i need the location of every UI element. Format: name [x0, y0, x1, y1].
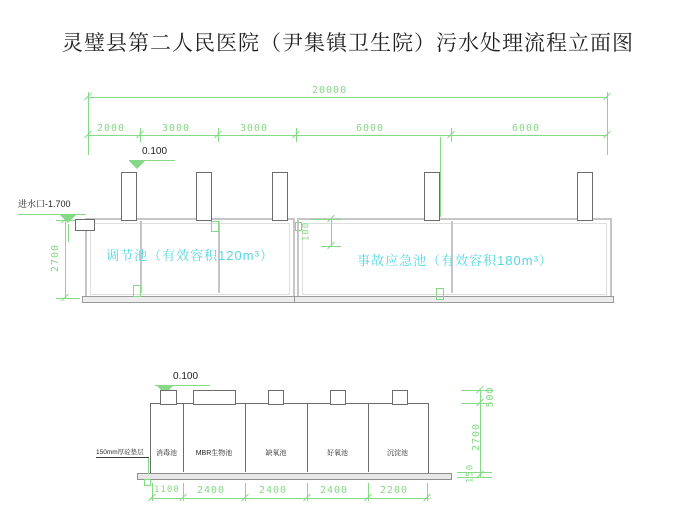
column [577, 172, 593, 221]
dim-ext [56, 298, 80, 299]
dim-label-height: 2700 [50, 243, 61, 273]
equipment-partition [368, 404, 369, 472]
base-note-label: 150mm厚砼垫层 [96, 449, 144, 456]
equipment-partition [183, 404, 184, 472]
dim-label-bottom: 1100 [154, 485, 180, 495]
dim-ext [311, 219, 341, 220]
elevation-triangle-icon [129, 161, 145, 169]
dim-line-segments [88, 135, 607, 136]
hatch-stub [268, 390, 284, 405]
regulation-tank-label: 调节池（有效容积120m³） [106, 248, 274, 263]
extension-line-left [88, 92, 89, 155]
dim-label-right: 150 [465, 463, 476, 484]
hatch-stub [193, 390, 236, 405]
dim-label-bottom: 2400 [259, 485, 288, 496]
hatch-stub [330, 390, 346, 405]
dim-label-bottom: 2200 [380, 485, 409, 496]
pipe-opening-marker [133, 285, 141, 297]
equipment-base-slab [137, 473, 452, 480]
column [196, 172, 212, 221]
note-leader-line [148, 458, 149, 474]
dim-boundary [152, 483, 153, 501]
compartment-label: 好氧池 [327, 450, 348, 457]
pipe-opening-marker [144, 479, 151, 486]
equipment-partition [245, 404, 246, 472]
dim-boundary [427, 483, 428, 501]
dim-line-height [65, 220, 66, 298]
drawing-title: 灵璧县第二人民医院（尹集镇卫生院）污水处理流程立面图 [62, 31, 634, 55]
dim-label-freeboard: 100 [301, 221, 312, 242]
dim-label-bottom: 2400 [320, 485, 349, 496]
elevation-label-lower: 0.100 [173, 371, 199, 382]
inlet-pipe [75, 219, 95, 231]
dim-label-segment: 6000 [356, 123, 385, 134]
dim-label-segment: 6000 [512, 123, 541, 134]
dim-label-bottom: 2400 [197, 485, 226, 496]
dim-label-total: 20000 [312, 85, 348, 96]
dim-label-segment: 3000 [162, 123, 191, 134]
elevation-label-upper: 0.100 [142, 146, 168, 157]
extension-line-mid [440, 137, 441, 217]
dim-boundary [368, 483, 369, 501]
dim-label-right: 500 [485, 386, 496, 408]
equipment-partition [307, 404, 308, 472]
tank-base-slab [82, 296, 296, 303]
hatch-stub [160, 390, 177, 405]
pipe-opening-marker [436, 288, 444, 300]
emergency-tank-label: 事故应急池（有效容积180m³） [357, 253, 553, 268]
dim-label-segment: 2000 [97, 123, 126, 134]
dim-boundary [245, 483, 246, 501]
compartment-label: 缺氧池 [265, 450, 287, 457]
compartment-label: 沉淀池 [387, 450, 408, 457]
hatch-stub [392, 390, 408, 405]
pipe-opening-marker [211, 221, 219, 232]
compartment-label: 消毒池 [156, 450, 177, 457]
dim-boundary [307, 483, 308, 501]
column [121, 172, 137, 221]
equipment-outline [150, 403, 429, 475]
dim-line-total [88, 97, 607, 98]
inlet-leader-line [68, 224, 69, 242]
inlet-label: 进水口-1.700 [18, 199, 71, 209]
note-leader-line [96, 457, 149, 458]
column [272, 172, 288, 221]
column [424, 172, 440, 221]
dim-line-bottom [150, 498, 429, 499]
extension-line-right [607, 92, 608, 155]
tank-base-slab [294, 296, 614, 303]
dim-boundary [183, 483, 184, 501]
compartment-label: MBR生物池 [195, 450, 233, 457]
dim-label-right: 2700 [471, 422, 482, 452]
dim-label-segment: 3000 [240, 123, 269, 134]
